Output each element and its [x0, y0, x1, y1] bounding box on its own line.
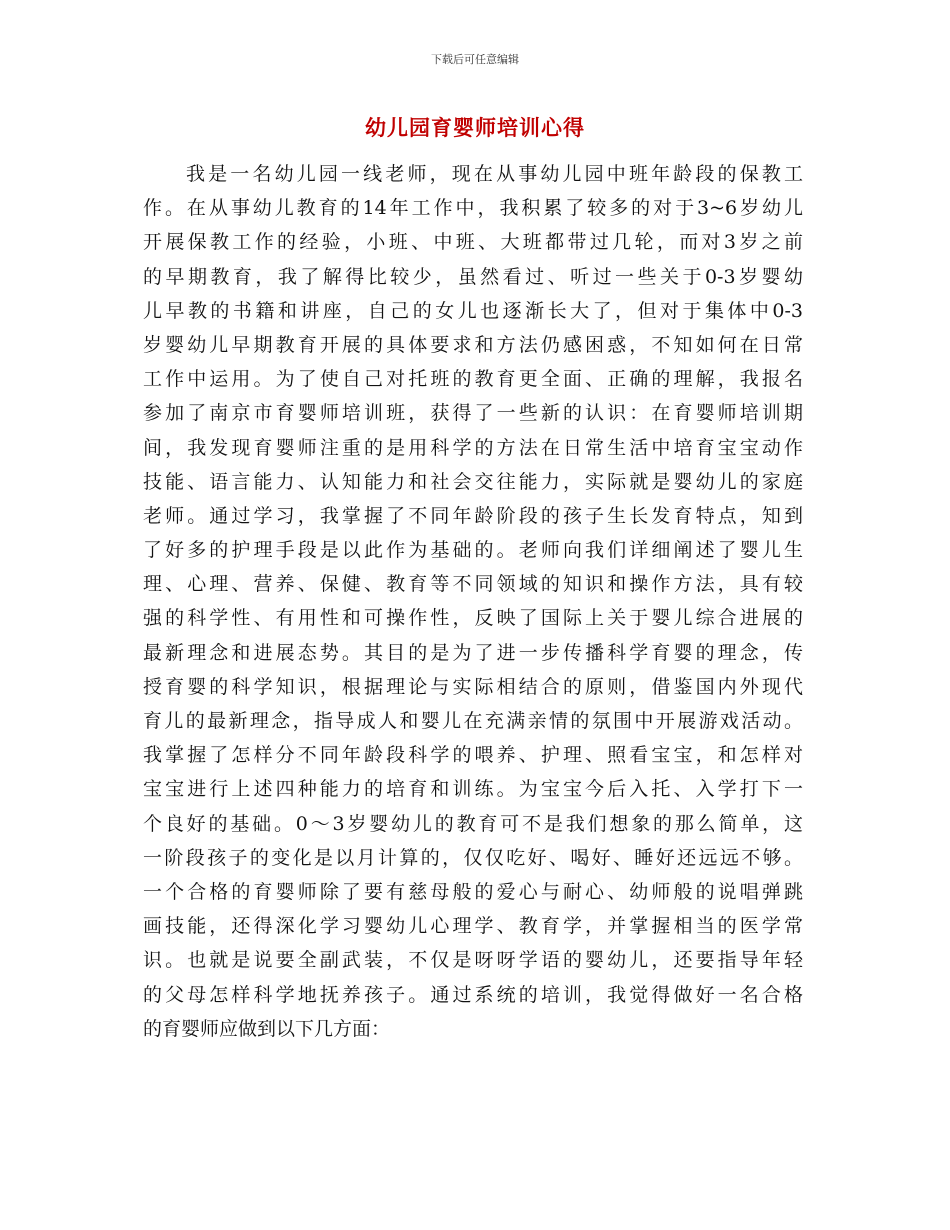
paragraph-line: 一阶段孩子的变化是以月计算的，仅仅吃好、喝好、睡好还远远不够。	[143, 846, 803, 869]
paragraph-line: 开展保教工作的经验，小班、中班、大班都带过几轮，而对3岁之前	[143, 231, 803, 254]
paragraph-line: 工作中运用。为了使自己对托班的教育更全面、正确的理解，我报名	[143, 368, 803, 391]
running-header: 下载后可任意编辑	[431, 53, 519, 66]
paragraph-line: 识。也就是说要全副武装，不仅是呀呀学语的婴幼儿，还要指导年轻	[143, 949, 803, 972]
paragraph-line: 的早期教育，我了解得比较少，虽然看过、听过一些关于0-3岁婴幼	[143, 265, 803, 288]
paragraph-line: 参加了南京市育婴师培训班，获得了一些新的认识：在育婴师培训期	[143, 402, 803, 425]
paragraph-line: 画技能，还得深化学习婴幼儿心理学、教育学，并掌握相当的医学常	[143, 915, 803, 938]
paragraph-line: 技能、语言能力、认知能力和社会交往能力，实际就是婴幼儿的家庭	[143, 470, 803, 493]
paragraph-line: 一个合格的育婴师除了要有慈母般的爱心与耐心、幼师般的说唱弹跳	[143, 880, 803, 903]
paragraph-line: 我掌握了怎样分不同年龄段科学的喂养、护理、照看宝宝，和怎样对	[143, 744, 803, 767]
paragraph-line: 岁婴幼儿早期教育开展的具体要求和方法仍感困惑，不知如何在日常	[143, 333, 803, 356]
paragraph-line: 授育婴的科学知识，根据理论与实际相结合的原则，借鉴国内外现代	[143, 675, 803, 698]
paragraph-line: 老师。通过学习，我掌握了不同年龄阶段的孩子生长发育特点，知到	[143, 504, 803, 527]
paragraph-line: 育儿的最新理念，指导成人和婴儿在充满亲情的氛围中开展游戏活动。	[143, 710, 803, 732]
paragraph-line: 的父母怎样科学地抚养孩子。通过系统的培训，我觉得做好一名合格	[143, 983, 803, 1006]
paragraph-line: 间，我发现育婴师注重的是用科学的方法在日常生活中培育宝宝动作	[143, 436, 803, 459]
paragraph-line: 最新理念和进展态势。其目的是为了进一步传播科学育婴的理念，传	[143, 641, 803, 664]
paragraph-line: 的育婴师应做到以下几方面：	[143, 1017, 391, 1040]
body-paragraph	[143, 157, 803, 1046]
paragraph-line: 宝宝进行上述四种能力的培育和训练。为宝宝今后入托、入学打下一	[143, 778, 803, 801]
document-title: 幼儿园育婴师培训心得	[365, 115, 585, 140]
paragraph-line: 强的科学性、有用性和可操作性，反映了国际上关于婴儿综合进展的	[143, 607, 803, 630]
paragraph-line: 我是一名幼儿园一线老师，现在从事幼儿园中班年龄段的保教工	[186, 163, 803, 185]
paragraph-line: 儿早教的书籍和讲座，自己的女儿也逐渐长大了，但对于集体中0-3	[143, 299, 803, 322]
paragraph-line: 理、心理、营养、保健、教育等不同领域的知识和操作方法，具有较	[143, 573, 803, 596]
paragraph-line: 作。在从事幼儿教育的14年工作中，我积累了较多的对于3~6岁幼儿	[143, 197, 803, 220]
paragraph-line: 了好多的护理手段是以此作为基础的。老师向我们详细阐述了婴儿生	[143, 539, 803, 562]
paragraph-line: 个良好的基础。0～3岁婴幼儿的教育可不是我们想象的那么简单，这	[143, 812, 803, 835]
